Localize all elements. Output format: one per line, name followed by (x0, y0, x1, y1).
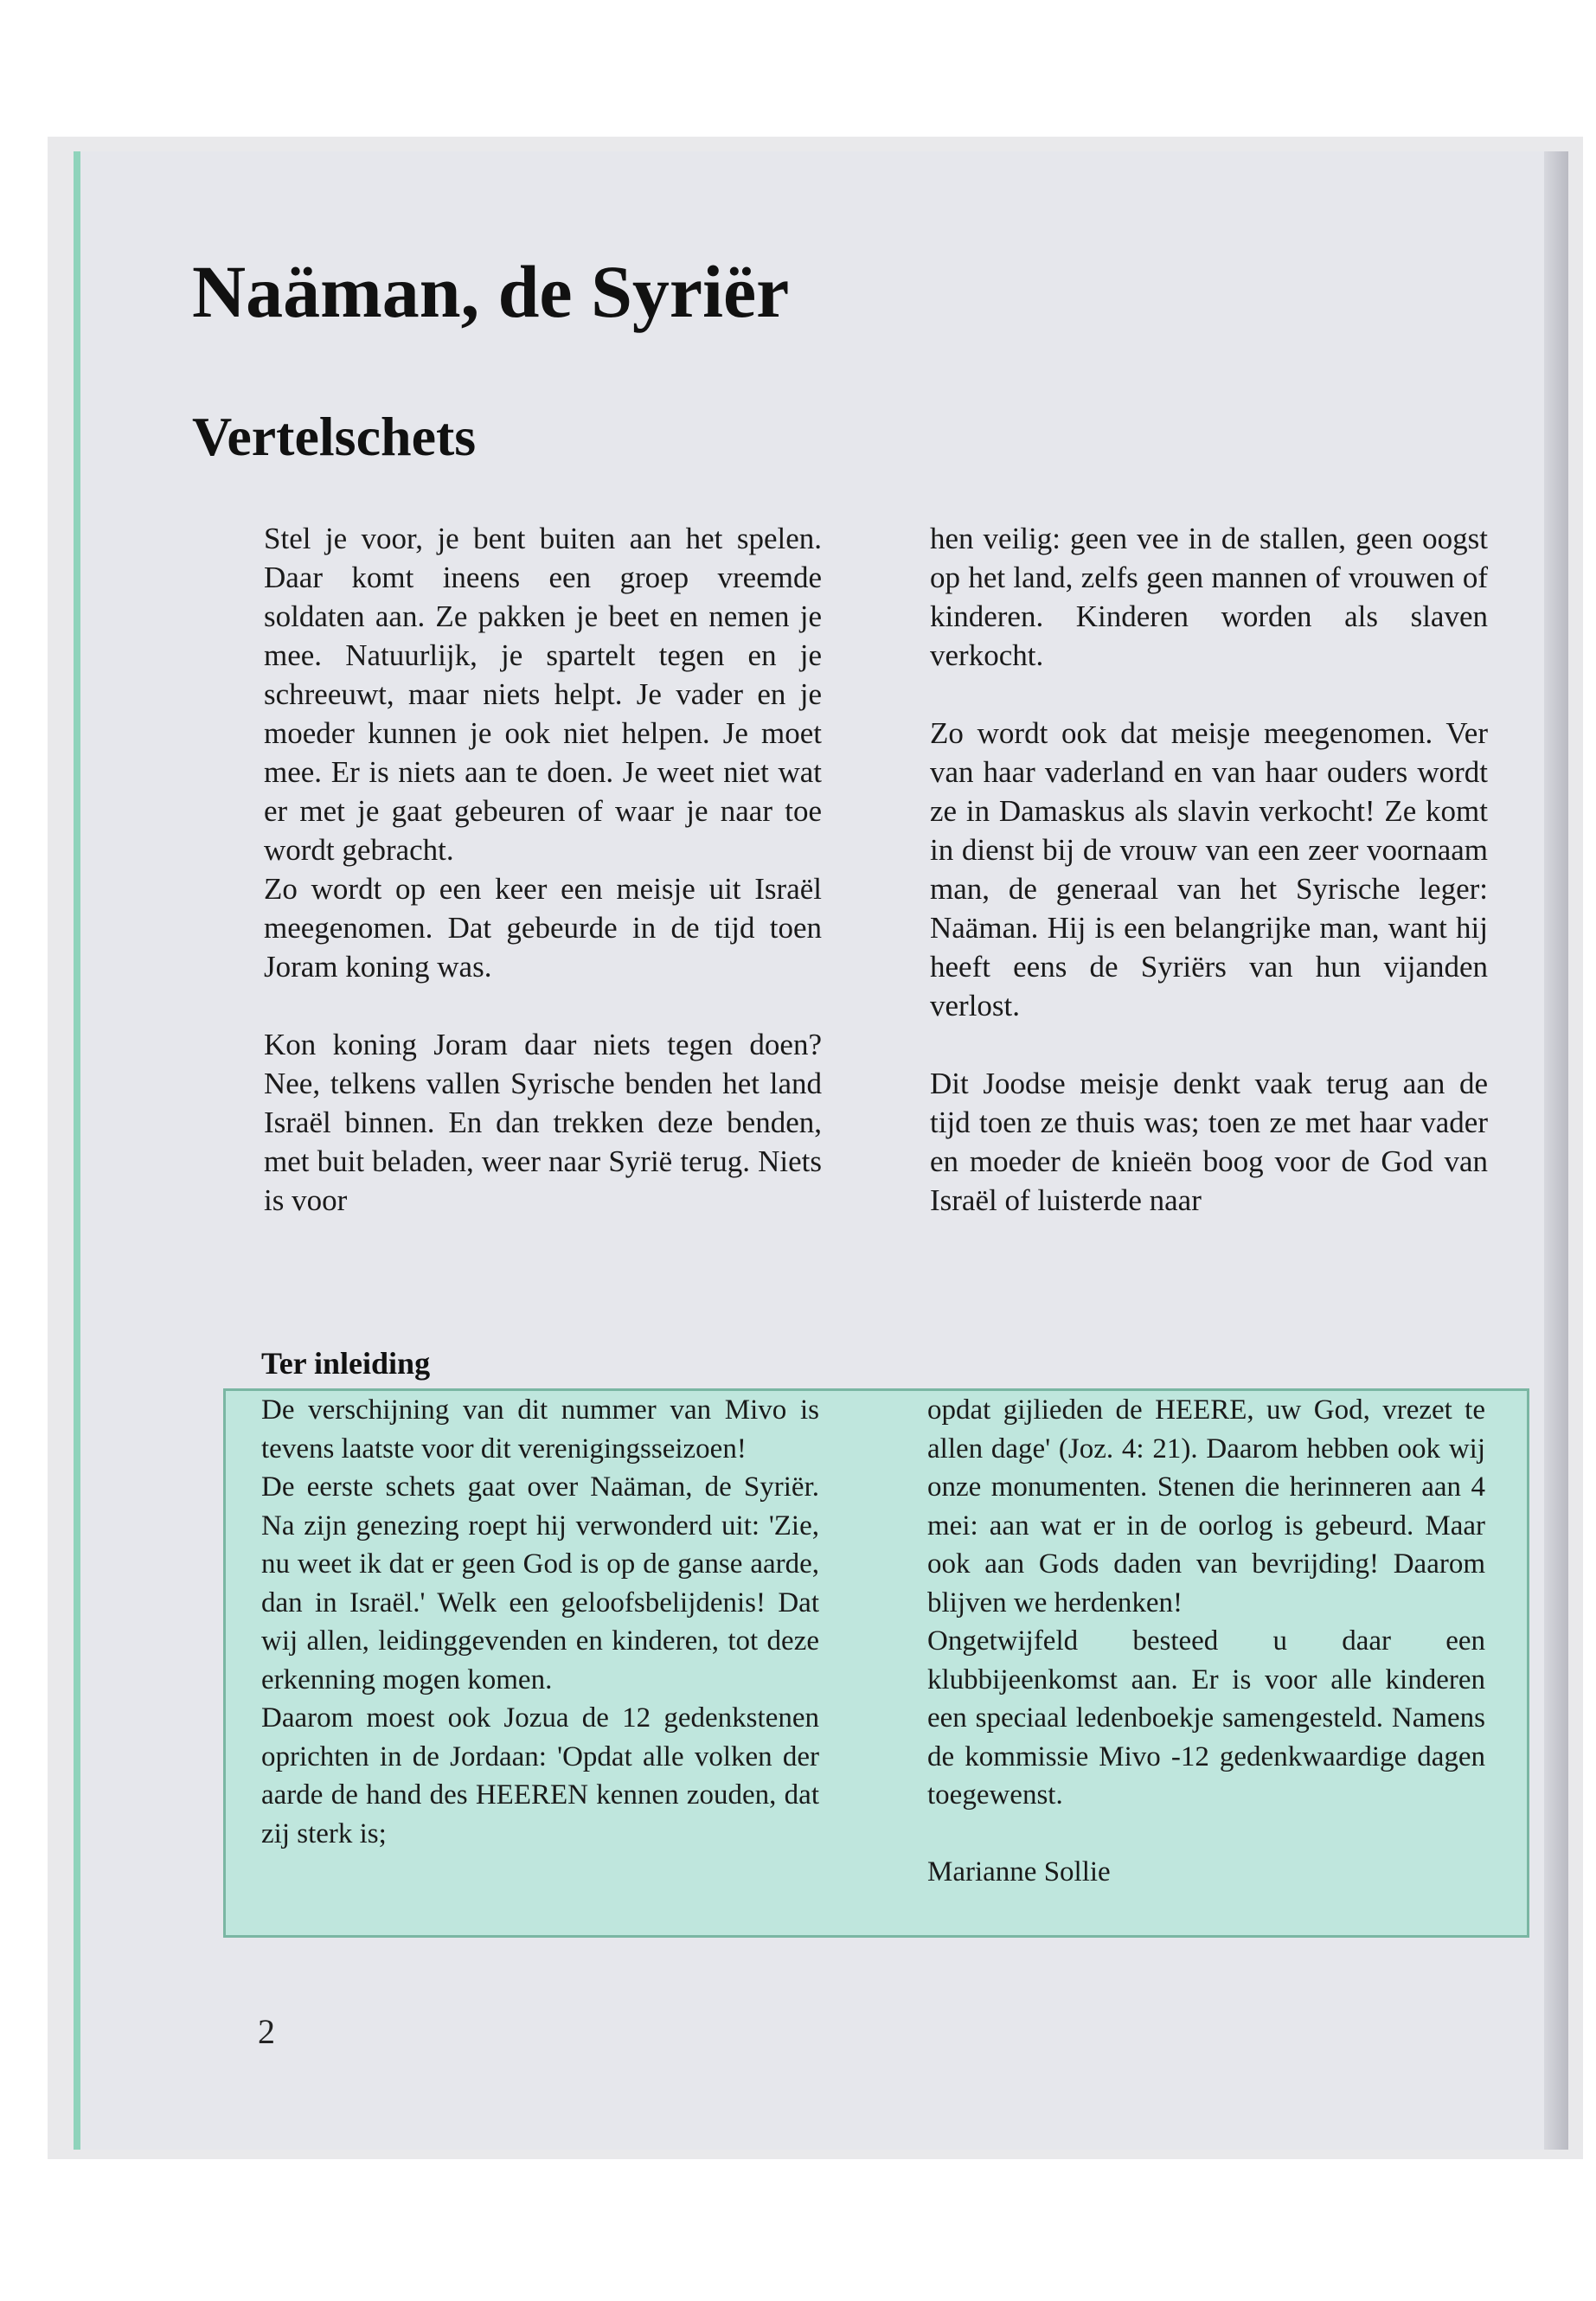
article-subtitle: Vertelschets (192, 406, 477, 467)
story-paragraph: hen veilig: geen vee in de stallen, geen oogst op het land, zelfs geen mannen of vrouwen of kinderen. Kinderen worden als slaven verkocht. (930, 522, 1488, 672)
story-paragraph: Zo wordt ook dat meisje meegenomen. Ver van haar vaderland en van haar ouders wordt ze in Damaskus als slavin verkocht! Ze komt in dienst bij de vrouw van een zeer voornaam man, de generaal van het Syrische leger: Naäman. Hij is een belangrijke man, want hij heeft eens de Syriërs van hun vijanden verlost. (930, 716, 1488, 1022)
page-number: 2 (258, 2012, 275, 2051)
article-title: Naäman, de Syriër (192, 250, 790, 333)
intro-paragraph: opdat gijlieden de HEERE, uw God, vrezet te allen dage' (Joz. 4: 21). Daarom hebben ook wij onze monumenten. Stenen die herinneren aan 4 mei: aan wat er in de oorlog is gebeurd. Maar ook aan Gods daden van bevrijding! Daarom blijven we herdenken! (927, 1394, 1485, 1618)
story-paragraph: Dit Joodse meisje denkt vaak terug aan de tijd toen ze thuis was; toen ze met haar vader en moeder de knieën boog voor de God van Israël of luisterde naar (930, 1067, 1488, 1217)
intro-paragraph: De verschijning van dit nummer van Mivo is tevens laatste voor dit verenigingsseizoen! (261, 1394, 819, 1465)
story-paragraph: Zo wordt op een keer een meisje uit Israël meegenomen. Dat gebeurde in de tijd toen Joram koning was. (264, 872, 822, 984)
intro-left-column (261, 1391, 819, 1853)
story-right-column (930, 519, 1488, 1220)
page-edge (1544, 151, 1568, 2150)
story-paragraph: Kon koning Joram daar niets tegen doen? Nee, telkens vallen Syrische benden het land Israël binnen. En dan trekken deze benden, met buit beladen, weer naar Syrië terug. Niets is voor (264, 1028, 822, 1217)
intro-right-column (927, 1391, 1485, 1891)
intro-paragraph: De eerste schets gaat over Naäman, de Syriër. Na zijn genezing roept hij verwonderd uit: 'Zie, nu weet ik dat er geen God is op de ganse aarde, dan in Israël.' Welk een geloofsbelijdenis! Dat wij allen, leidinggevenden en kinderen, tot deze erkenning mogen komen. (261, 1471, 819, 1695)
intro-signature: Marianne Sollie (927, 1856, 1111, 1888)
intro-paragraph: Ongetwijfeld besteed u daar een klubbijeenkomst aan. Er is voor alle kinderen een speciaal ledenboekje samengesteld. Namens de kommissie Mivo -12 gedenkwaardige dagen toegewenst. (927, 1625, 1485, 1811)
story-paragraph: Stel je voor, je bent buiten aan het spelen. Daar komt ineens een groep vreemde soldaten aan. Ze pakken je beet en nemen je mee. Natuurlijk, je spartelt tegen en je schreeuwt, maar niets helpt. Je vader en je moeder kunnen je ook niet helpen. Je moet mee. Er is niets aan te doen. Je weet niet wat er met je gaat gebeuren of waar je naar toe wordt gebracht. (264, 522, 822, 867)
intro-paragraph: Daarom moest ook Jozua de 12 gedenkstenen oprichten in de Jordaan: 'Opdat alle volken der aarde de hand des HEEREN kennen zouden, dat zij sterk is; (261, 1702, 819, 1849)
intro-heading: Ter inleiding (261, 1346, 431, 1381)
story-left-column (264, 519, 822, 1220)
